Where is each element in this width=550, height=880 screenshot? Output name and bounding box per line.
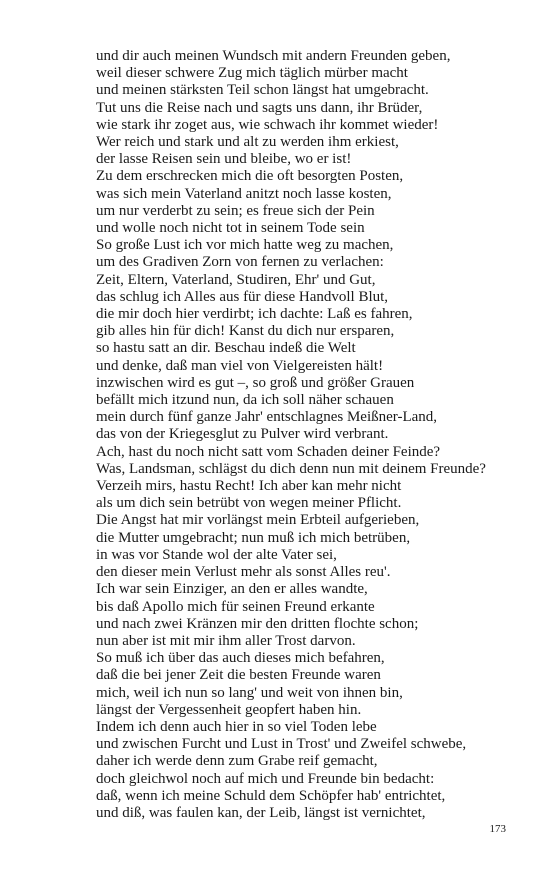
poem-line: was sich mein Vaterland anitzt noch lasse kosten, [96,185,392,202]
poem-line: längst der Vergessenheit geopfert haben hin. [96,701,362,718]
poem-line: den dieser mein Verlust mehr als sonst Alles reu'. [96,564,391,581]
poem-line: nun aber ist mit mir ihm aller Trost darvon. [96,632,356,649]
poem-line: und dir auch meinen Wundsch mit andern Freunden geben, [96,48,451,64]
poem-line: Ich war sein Einziger, an den er alles wandte, [96,581,368,598]
poem-line: Tut uns die Reise nach und sagts uns dann, ihr Brüder, [96,99,423,116]
poem-line: Ach, hast du noch nicht satt vom Schaden deiner Feinde? [96,443,441,460]
poem-line: und diß, was faulen kan, der Leib, längst ist vernichtet, [96,804,426,821]
poem-line: Indem ich denn auch hier in so viel Toden lebe [96,718,377,735]
poem-line: gib alles hin für dich! Kanst du dich nur ersparen, [96,323,395,340]
poem-line: weil dieser schwere Zug mich täglich mürber macht [96,65,408,82]
poem-line: Zu dem erschrecken mich die oft besorgten Posten, [96,168,404,185]
poem-line: und wolle noch nicht tot in seinem Tode sein [96,220,365,237]
poem-line: So muß ich über das auch dieses mich befahren, [96,650,385,667]
poem-line: und zwischen Furcht und Lust in Trost' und Zweifel schwebe, [96,736,467,753]
poem-line: das schlug ich Alles aus für diese Handvoll Blut, [96,288,389,305]
poem-line: befällt mich itzund nun, da ich soll näher schauen [96,392,394,409]
poem-line: inzwischen wird es gut –, so groß und größer Grauen [96,374,415,391]
poem-line: mein durch fünf ganze Jahr' entschlagnes Meißner-Land, [96,409,438,426]
poem-line: Zeit, Eltern, Vaterland, Studiren, Ehr' und Gut, [96,271,376,288]
poem-line: der lasse Reisen sein und bleibe, wo er ist! [96,151,352,168]
poem-line: daher ich werde denn zum Grabe reif gemacht, [96,753,378,770]
poem-line: in was vor Stande wol der alte Vater sei, [96,546,337,563]
page-number: 173 [489,823,506,835]
poem-line: die Mutter umgebracht; nun muß ich mich betrüben, [96,529,411,546]
poem-text [96,48,536,822]
poem-line: um nur verderbt zu sein; es freue sich der Pein [96,202,375,219]
poem-line: Verzeih mirs, hastu Recht! Ich aber kan mehr nicht [96,478,402,495]
poem-line: und meinen stärksten Teil schon längst hat umgebracht. [96,82,429,99]
poem-line: Die Angst hat mir vorlängst mein Erbteil aufgerieben, [96,512,420,529]
poem-line: das von der Kriegesglut zu Pulver wird verbrant. [96,426,389,443]
poem-line: so hastu satt an dir. Beschau indeß die Welt [96,340,356,357]
poem-line: und nach zwei Kränzen mir den dritten flochte schon; [96,615,419,632]
poem-line: um des Gradiven Zorn von fernen zu verlachen: [96,254,384,271]
poem-line: daß die bei jener Zeit die besten Freunde waren [96,667,381,684]
poem-line: als um dich sein betrübt von wegen meiner Pflicht. [96,495,402,512]
poem-line: Was, Landsman, schlägst du dich denn nun mit deinem Freunde? [96,460,486,477]
poem-line: Wer reich und stark und alt zu werden ihm erkiest, [96,134,399,151]
poem-line: mich, weil ich nun so lang' und weit von ihnen bin, [96,684,403,701]
poem-line: doch gleichwol noch auf mich und Freunde bin bedacht: [96,770,435,787]
poem-line: daß, wenn ich meine Schuld dem Schöpfer hab' entrichtet, [96,787,446,804]
poem-line: die mir doch hier verdirbt; ich dachte: Laß es fahren, [96,306,413,323]
poem-line: und denke, daß man viel von Vielgereisten hält! [96,357,384,374]
poem-line: So große Lust ich vor mich hatte weg zu machen, [96,237,394,254]
poem-line: bis daß Apollo mich für seinen Freund erkante [96,598,375,615]
poem-line: wie stark ihr zoget aus, wie schwach ihr kommet wieder! [96,116,439,133]
